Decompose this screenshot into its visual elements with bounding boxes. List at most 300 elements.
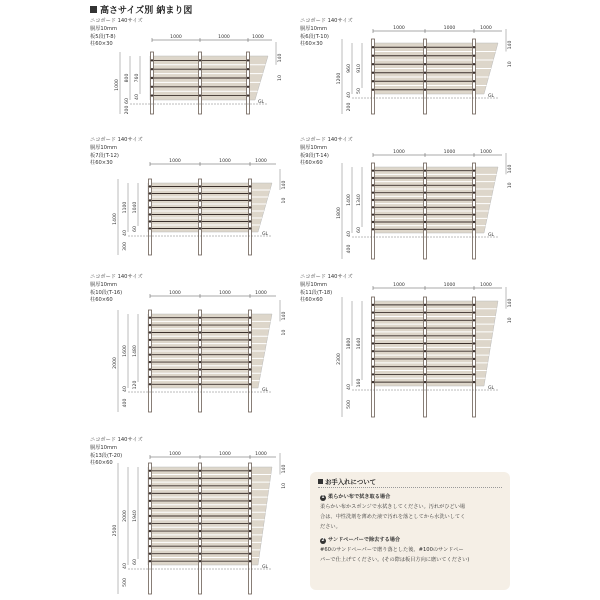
left-dim-clearance: 40 [123, 386, 128, 392]
gl-label: GL [258, 100, 265, 105]
gl-label: GL [262, 565, 269, 570]
gl-label: GL [488, 386, 495, 391]
screw-mark [473, 373, 475, 375]
screw-mark [151, 94, 153, 96]
spec-line-boards: 板6段(T-10) [300, 33, 329, 40]
screw-mark [249, 470, 251, 472]
left-dim-total: 2000 [113, 357, 118, 369]
screw-mark [372, 319, 374, 321]
screw-mark [199, 530, 201, 532]
screw-mark [149, 227, 151, 229]
screw-mark [372, 184, 374, 186]
screw-mark [199, 470, 201, 472]
screw-mark [473, 365, 475, 367]
screw-mark [249, 560, 251, 562]
screw-mark [424, 373, 426, 375]
screw-mark [199, 560, 201, 562]
screw-mark [149, 192, 151, 194]
screw-mark [199, 86, 201, 88]
screw-mark [372, 335, 374, 337]
right-dim-label: 140 [282, 464, 287, 474]
top-span-label: 1000 [393, 150, 405, 155]
screw-mark [372, 358, 374, 360]
screw-mark [473, 191, 475, 193]
left-dim-embed: 400 [123, 398, 128, 408]
screw-mark [424, 327, 426, 329]
screw-mark [372, 365, 374, 367]
screw-mark [473, 358, 475, 360]
spec-line-boards: 板13段(T-20) [90, 452, 123, 459]
top-span-label: 1000 [255, 452, 267, 457]
gl-label: GL [262, 388, 269, 393]
screw-mark [473, 350, 475, 352]
screw-mark [424, 177, 426, 179]
left-dim-boards: 1340 [357, 194, 362, 206]
screw-mark [473, 304, 475, 306]
diagram-t18 [300, 274, 515, 419]
post [149, 463, 152, 594]
spec-line-boards: 板7段(T-12) [90, 152, 119, 159]
diagram-t12 [90, 137, 305, 257]
screw-mark [424, 80, 426, 82]
screw-mark [149, 354, 151, 356]
screw-mark [199, 477, 201, 479]
left-dim-panel: 1100 [123, 201, 128, 214]
screw-mark [149, 560, 151, 562]
left-dim-clearance: 40 [347, 92, 352, 98]
screw-mark [473, 228, 475, 230]
screw-mark [473, 342, 475, 344]
screw-mark [249, 220, 251, 222]
spec-line-boards: 板5段(T-8) [90, 33, 116, 40]
care-square-icon [318, 479, 323, 484]
spec-line-post: 柱60×60 [300, 160, 323, 167]
gl-label: GL [488, 94, 495, 99]
screw-mark [249, 368, 251, 370]
screw-mark [149, 317, 151, 319]
spec-line-thickness: 胴厚10mm [300, 281, 328, 288]
spec-line-post: 柱60×30 [300, 41, 323, 48]
screw-mark [199, 68, 201, 70]
care-item2-head [320, 536, 400, 544]
screw-mark [473, 327, 475, 329]
post [424, 297, 427, 417]
post [199, 463, 202, 594]
screw-mark [199, 492, 201, 494]
screw-mark [249, 492, 251, 494]
spec-line-post: 柱60×30 [90, 160, 113, 167]
screw-mark [199, 522, 201, 524]
care-item1-head-text: 柔らかい布で拭き取る場合 [328, 494, 391, 500]
screw-mark [249, 206, 251, 208]
left-dim-total: 1800 [337, 207, 342, 219]
left-dim-panel: 2000 [123, 510, 128, 522]
post [473, 297, 476, 417]
screw-mark [424, 304, 426, 306]
left-dim-embed: 500 [123, 578, 128, 587]
title-square-icon [90, 6, 97, 13]
spec-line-product: ニコボード 140サイズ [90, 137, 143, 143]
screw-mark [372, 221, 374, 223]
screw-mark [473, 311, 475, 313]
left-dim-gap: 160 [357, 378, 362, 388]
left-dim-boards: 1940 [133, 510, 138, 522]
right-dim-label: 140 [508, 164, 513, 174]
screw-mark [372, 350, 374, 352]
top-span-label: 1000 [443, 150, 456, 155]
screw-mark [424, 350, 426, 352]
screw-mark [247, 86, 249, 88]
right-dim-label: 10 [508, 317, 513, 324]
right-dim-label: 10 [508, 182, 513, 189]
screw-mark [372, 373, 374, 375]
screw-mark [249, 500, 251, 502]
spec-line-product: ニコボード 140サイズ [300, 18, 353, 24]
right-dim-label: 10 [282, 329, 287, 336]
left-dim-gap: 60 [357, 227, 362, 233]
left-dim-gap: 60 [133, 559, 138, 565]
right-dim-label: 140 [508, 40, 513, 50]
right-dim-label: 140 [282, 311, 287, 321]
care-item2-line2: パーで仕上げてください。(その際は板目方向に磨いてください) [320, 557, 470, 563]
screw-mark [473, 177, 475, 179]
screw-mark [473, 89, 475, 91]
top-span-label: 1000 [480, 26, 492, 31]
left-dim-clearance: 40 [347, 231, 352, 237]
left-dim-clearance: 40 [123, 563, 128, 569]
screw-mark [249, 317, 251, 319]
top-span-label: 1000 [218, 35, 230, 40]
diagram-t16 [90, 274, 305, 414]
screw-mark [372, 80, 374, 82]
screw-mark [247, 77, 249, 79]
spec-line-thickness: 胴厚10mm [300, 144, 328, 151]
diagram-t20 [90, 437, 305, 597]
screw-mark [149, 545, 151, 547]
spec-line-thickness: 胴厚10mm [90, 444, 118, 451]
screw-mark [149, 537, 151, 539]
screw-mark [149, 368, 151, 370]
diagram-t10 [300, 18, 515, 128]
screw-mark [249, 485, 251, 487]
screw-mark [249, 346, 251, 348]
screw-mark [424, 213, 426, 215]
care-divider [318, 487, 502, 488]
screw-mark [199, 552, 201, 554]
screw-mark [249, 515, 251, 517]
screw-mark [199, 485, 201, 487]
diagram-t8 [90, 18, 305, 128]
care-item1-number: 1 [321, 495, 325, 500]
top-span-label: 1000 [219, 452, 231, 457]
left-dim-panel: 800 [125, 73, 130, 83]
left-dim-clearance: 60 [125, 98, 130, 104]
screw-mark [473, 63, 475, 65]
screw-mark [424, 55, 426, 57]
post [372, 39, 375, 114]
screw-mark [249, 354, 251, 356]
spec-line-product: ニコボード 140サイズ [90, 437, 143, 443]
screw-mark [473, 381, 475, 383]
screw-mark [424, 206, 426, 208]
screw-mark [149, 477, 151, 479]
screw-mark [149, 339, 151, 341]
top-span-label: 1000 [170, 35, 182, 40]
care-item1-head [320, 493, 390, 501]
top-span-label: 1000 [443, 26, 456, 31]
screw-mark [372, 213, 374, 215]
diagram-t20-drawing [90, 437, 305, 597]
screw-mark [249, 507, 251, 509]
screw-mark [372, 72, 374, 74]
care-title [318, 477, 376, 486]
screw-mark [249, 192, 251, 194]
spec-line-boards: 板9段(T-14) [300, 152, 329, 159]
screw-mark [247, 94, 249, 96]
screw-mark [199, 537, 201, 539]
left-dim-boards: 760 [135, 73, 140, 83]
care-title-text: お手入れについて [325, 478, 376, 486]
screw-mark [424, 199, 426, 201]
left-dim-embed: 400 [347, 244, 352, 254]
screw-mark [199, 77, 201, 79]
spec-line-thickness: 胴厚10mm [90, 144, 118, 151]
screw-mark [149, 199, 151, 201]
screw-mark [473, 169, 475, 171]
screw-mark [473, 199, 475, 201]
left-dim-embed: 200 [347, 102, 352, 112]
left-dim-clearance: 40 [123, 230, 128, 236]
screw-mark [149, 470, 151, 472]
screw-mark [249, 477, 251, 479]
left-dim-panel: 1400 [347, 194, 352, 206]
screw-mark [199, 346, 201, 348]
diagram-t14-drawing [300, 137, 515, 262]
screw-mark [249, 537, 251, 539]
care-item1-line3: ださい。 [320, 524, 341, 530]
screw-mark [424, 311, 426, 313]
screw-mark [473, 319, 475, 321]
screw-mark [424, 335, 426, 337]
care-box [310, 472, 510, 590]
left-dim-panel: 960 [347, 64, 352, 73]
screw-mark [249, 213, 251, 215]
top-span-label: 1000 [169, 452, 181, 457]
left-dim-embed: 500 [347, 400, 352, 409]
screw-mark [199, 185, 201, 187]
screw-mark [473, 55, 475, 57]
screw-mark [149, 185, 151, 187]
spec-line-boards: 板11段(T-18) [300, 289, 333, 296]
left-dim-boards: 1640 [357, 337, 362, 350]
screw-mark [199, 331, 201, 333]
screw-mark [424, 184, 426, 186]
screw-mark [372, 199, 374, 201]
screw-mark [372, 327, 374, 329]
left-dim-total: 2300 [337, 353, 342, 365]
screw-mark [249, 545, 251, 547]
screw-mark [249, 227, 251, 229]
screw-mark [149, 507, 151, 509]
post [199, 179, 202, 255]
screw-mark [372, 46, 374, 48]
screw-mark [249, 331, 251, 333]
screw-mark [424, 365, 426, 367]
screw-mark [199, 368, 201, 370]
screw-mark [424, 191, 426, 193]
gl-label: GL [262, 232, 269, 237]
post [424, 39, 427, 114]
diagram-t16-drawing [90, 274, 305, 414]
top-span-label: 1000 [480, 150, 492, 155]
care-item1-line1: 柔らかい布かスポンジで水拭きしてください。汚れがひどい場 [320, 504, 466, 510]
screw-mark [199, 545, 201, 547]
section-title-text: 高さサイズ別 納まり図 [100, 6, 193, 16]
screw-mark [424, 358, 426, 360]
screw-mark [249, 383, 251, 385]
screw-mark [424, 221, 426, 223]
screw-mark [372, 304, 374, 306]
screw-mark [247, 68, 249, 70]
diagram-t12-drawing [90, 137, 305, 257]
screw-mark [149, 213, 151, 215]
top-span-label: 1000 [219, 291, 231, 296]
spec-line-thickness: 胴厚10mm [90, 25, 118, 32]
screw-mark [473, 184, 475, 186]
spec-line-post: 柱60×30 [90, 41, 113, 48]
diagram-t18-drawing [300, 274, 515, 419]
screw-mark [424, 63, 426, 65]
left-dim-total: 1400 [113, 213, 118, 225]
screw-mark [372, 89, 374, 91]
screw-mark [424, 342, 426, 344]
screw-mark [473, 72, 475, 74]
screw-mark [199, 59, 201, 61]
screw-mark [249, 552, 251, 554]
screw-mark [372, 55, 374, 57]
post [249, 463, 252, 594]
left-dim-boards: 1040 [133, 201, 138, 214]
spec-line-boards: 板10段(T-16) [90, 289, 123, 296]
screw-mark [151, 77, 153, 79]
screw-mark [149, 522, 151, 524]
screw-mark [372, 311, 374, 313]
top-span-label: 1000 [169, 291, 181, 296]
spec-line-thickness: 胴厚10mm [300, 25, 328, 32]
screw-mark [473, 46, 475, 48]
screw-mark [199, 199, 201, 201]
spec-line-product: ニコボード 140サイズ [300, 274, 353, 280]
top-span-label: 1000 [252, 35, 264, 40]
screw-mark [199, 192, 201, 194]
top-span-label: 1000 [255, 159, 267, 164]
screw-mark [372, 63, 374, 65]
top-span-label: 1000 [219, 159, 231, 164]
screw-mark [249, 361, 251, 363]
right-dim-label: 10 [508, 61, 513, 68]
screw-mark [249, 324, 251, 326]
screw-mark [372, 228, 374, 230]
right-dim-label: 10 [282, 197, 287, 204]
diagram-t14 [300, 137, 515, 262]
left-dim-embed: 300 [123, 242, 128, 251]
right-dim-label: 10 [282, 482, 287, 489]
screw-mark [149, 515, 151, 517]
screw-mark [199, 213, 201, 215]
screw-mark [372, 381, 374, 383]
left-dim-gap: 60 [133, 226, 138, 232]
screw-mark [149, 500, 151, 502]
screw-mark [199, 339, 201, 341]
screw-mark [372, 169, 374, 171]
right-dim-label: 140 [278, 53, 283, 63]
screw-mark [199, 220, 201, 222]
screw-mark [424, 228, 426, 230]
screw-mark [249, 199, 251, 201]
right-dim-label: 10 [278, 75, 283, 81]
screw-mark [249, 530, 251, 532]
top-span-label: 1000 [169, 159, 181, 164]
left-dim-embed: 200 [125, 105, 130, 115]
screw-mark [149, 530, 151, 532]
screw-mark [199, 206, 201, 208]
post [473, 39, 476, 114]
screw-mark [199, 94, 201, 96]
screw-mark [151, 86, 153, 88]
left-dim-gap: 120 [133, 380, 138, 390]
screw-mark [199, 500, 201, 502]
right-dim-label: 140 [282, 180, 287, 190]
left-dim-boards: 1480 [133, 345, 138, 357]
screw-mark [473, 80, 475, 82]
screw-mark [372, 342, 374, 344]
screw-mark [199, 317, 201, 319]
left-dim-clearance: 40 [347, 384, 352, 390]
screw-mark [473, 221, 475, 223]
section-title [90, 3, 192, 16]
screw-mark [199, 227, 201, 229]
top-span-label: 1000 [393, 26, 405, 31]
left-dim-gap: 50 [357, 88, 362, 94]
care-item2-line1: #60のサンドペーパーで磨り落とした後、#100のサンドペー [320, 547, 464, 553]
screw-mark [199, 507, 201, 509]
top-span-label: 1000 [480, 283, 492, 288]
screw-mark [199, 376, 201, 378]
screw-mark [151, 68, 153, 70]
screw-mark [149, 220, 151, 222]
screw-mark [249, 339, 251, 341]
post [372, 297, 375, 417]
screw-mark [149, 376, 151, 378]
screw-mark [149, 485, 151, 487]
left-dim-panel: 1600 [123, 345, 128, 357]
screw-mark [199, 515, 201, 517]
care-item1-line2: 合は、中性洗剤を薄めた液で汚れを落としてから水洗いしてく [320, 514, 466, 520]
screw-mark [149, 331, 151, 333]
screw-mark [249, 522, 251, 524]
spec-line-product: ニコボード 140サイズ [90, 274, 143, 280]
spec-line-product: ニコボード 140サイズ [90, 18, 143, 24]
screw-mark [199, 354, 201, 356]
screw-mark [473, 213, 475, 215]
right-dim-label: 140 [508, 298, 513, 308]
screw-mark [249, 185, 251, 187]
spec-line-post: 柱60×60 [90, 460, 113, 467]
screw-mark [149, 552, 151, 554]
left-dim-panel: 1800 [347, 337, 352, 350]
screw-mark [149, 346, 151, 348]
screw-mark [249, 376, 251, 378]
